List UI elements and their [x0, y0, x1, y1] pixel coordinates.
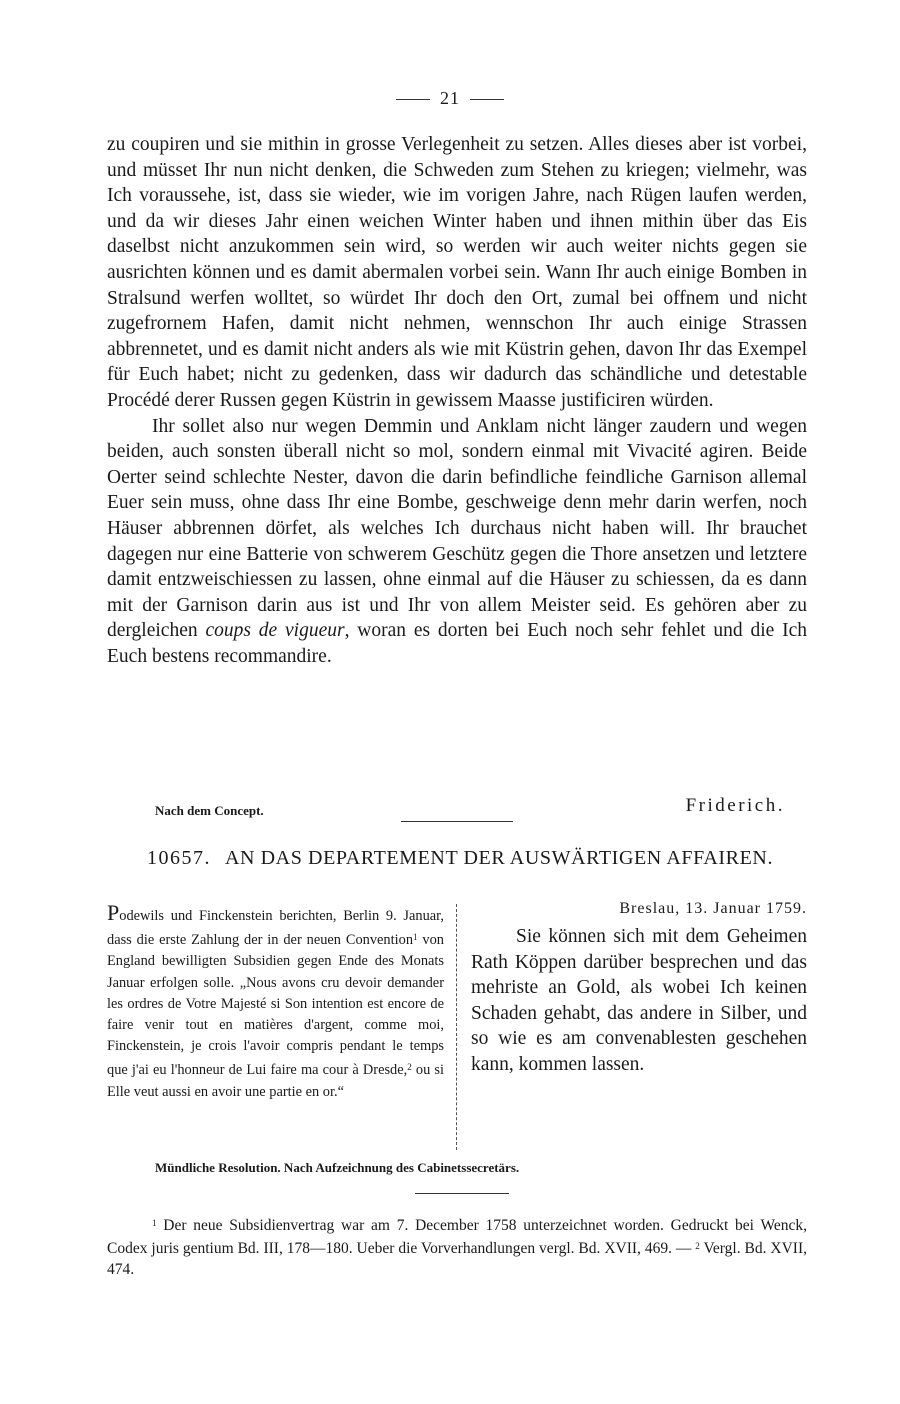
letter-paragraph-2-end: , woran es dorten bei Euch noch sehr fehlet und die Ich Euch bestens recommandire.	[107, 620, 808, 667]
page-number-header	[0, 88, 900, 109]
footnote-marker-1: 1	[152, 1218, 157, 1228]
letter-paragraph-2	[107, 414, 807, 670]
letter-paragraph-2-text: Ihr sollet also nur wegen Demmin und Anklam nicht länger zaudern und wegen beiden, auch sonsten überall nicht so mol, sondern einmal mit Vivacité agiren. Beide Oerter seind schlechte Nester, davon die darin befindliche feindliche Garnison allemal Euer sein muss, ohne dass Ihr eine Bombe, geschweige denn mehr darin werfen, noch Häuser abbrennen dörfet, als welches Ich durchaus nicht haben will. Ihr brauchet dagegen nur eine Batterie von schwerem Geschütz gegen die Thore ansetzen und letztere damit entzweischiessen zu lassen, ohne einmal auf die Häuser zu schiessen, da es dann mit der Garnison darin aus ist und Ihr von allem Meister seid. Es gehören aber zu dergleichen	[107, 415, 807, 642]
italic-phrase: coups de vigueur	[205, 620, 345, 642]
letter-body	[107, 132, 807, 669]
report-text-part-1: odewils und Finckenstein berichten, Berlin 9. Januar, dass die erste Zahlung der in der neuen Convention	[107, 908, 444, 949]
drop-cap-letter: P	[107, 900, 120, 925]
footnotes	[107, 1213, 807, 1280]
section-title: AN DAS DEPARTEMENT DER AUSWÄRTIGEN AFFAIREN.	[224, 847, 774, 869]
footnote-1-text: Der neue Subsidienvertrag war am 7. December 1758 unterzeichnet worden. Gedruckt bei Wenck, Codex juris gentium Bd. III, 178—180. Ueber die Vorverhandlungen vergl. Bd. XVII, 469. —	[107, 1217, 807, 1257]
reply-date-line: Breslau, 13. Januar 1759.	[619, 900, 807, 917]
footnote-text	[107, 1213, 807, 1280]
section-number: 10657.	[146, 847, 211, 869]
section-heading	[140, 846, 780, 870]
letter-paragraph-1: zu coupiren und sie mithin in grosse Verlegenheit zu setzen. Alles dieses aber ist vorbei, und müsset Ihr nun nicht denken, die Schweden zum Stehen zu kriegen; vielmehr, was Ich voraussehe, ist, dass sie wieder, wie im vorigen Jahre, nach Rügen laufen werden, und da wir dieses Jahr einen weichen Winter haben und ihnen mithin über das Eis daselbst nicht anzukommen sein wird, so werden wir auch weiter nichts gegen sie ausrichten können und es damit abermalen vorbei sein. Wann Ihr auch einige Bomben in Stralsund werfen wolltet, so würdet Ihr doch den Ort, zumal bei offnem und nicht zugefrornem Hafen, damit nicht nehmen, wennschon Ihr auch einige Strassen abbrennetet, und es damit nicht anders als wie mit Küstrin gehen, davon Ihr das Exempel für Euch habet; nicht zu gedenken, dass wir dadurch das schändliche und detestable Procédé derer Russen gegen Küstrin in gewissem Maasse justificiren würden.	[107, 134, 807, 411]
resolution-note: Mündliche Resolution. Nach Aufzeichnung des Cabinetssecretärs.	[155, 1160, 520, 1175]
king-reply-column	[471, 900, 807, 1078]
footnote-2-text: Vergl. Bd. XVII, 474.	[107, 1240, 808, 1278]
section-divider-rule	[401, 821, 513, 822]
page-number: 21	[440, 88, 460, 108]
footnote-separator-rule	[415, 1193, 509, 1194]
header-rule-right	[470, 99, 504, 100]
reply-text: Sie können sich mit dem Geheimen Rath Köppen darüber besprechen und das mehriste an Gold, als wobei Ich keinen Schaden gehabt, das andere in Silber, und so wie es am convenablesten geschehen kann, kommen lassen.	[471, 926, 807, 1075]
signature: Friderich.	[685, 795, 785, 816]
footnote-ref-2: 2	[407, 1062, 412, 1073]
footnote-ref-1: 1	[413, 932, 418, 943]
column-divider-dashed	[456, 904, 457, 1150]
footnote-marker-2: 2	[695, 1241, 700, 1251]
source-note: Nach dem Concept.	[155, 803, 264, 818]
report-text-part-2: von England bewilligten Subsidien gegen Ende des Monats Januar erfolgen solle. „Nous avons cru devoir demander les ordres de Votre Majesté si Son intention est encore de faire venir tout en matières d'argent, comme moi, Finckenstein, je crois l'avoir compris pendant le temps que j'ai eu l'honneur de Lui faire ma cour à Dresde,	[107, 932, 445, 1079]
report-summary	[107, 902, 444, 1103]
signature-row	[155, 795, 785, 825]
report-summary-column	[107, 902, 444, 1103]
report-text-part-3: ou si Elle veut aussi en avoir une partie en or.“	[107, 1062, 445, 1100]
header-rule-left	[396, 99, 430, 100]
